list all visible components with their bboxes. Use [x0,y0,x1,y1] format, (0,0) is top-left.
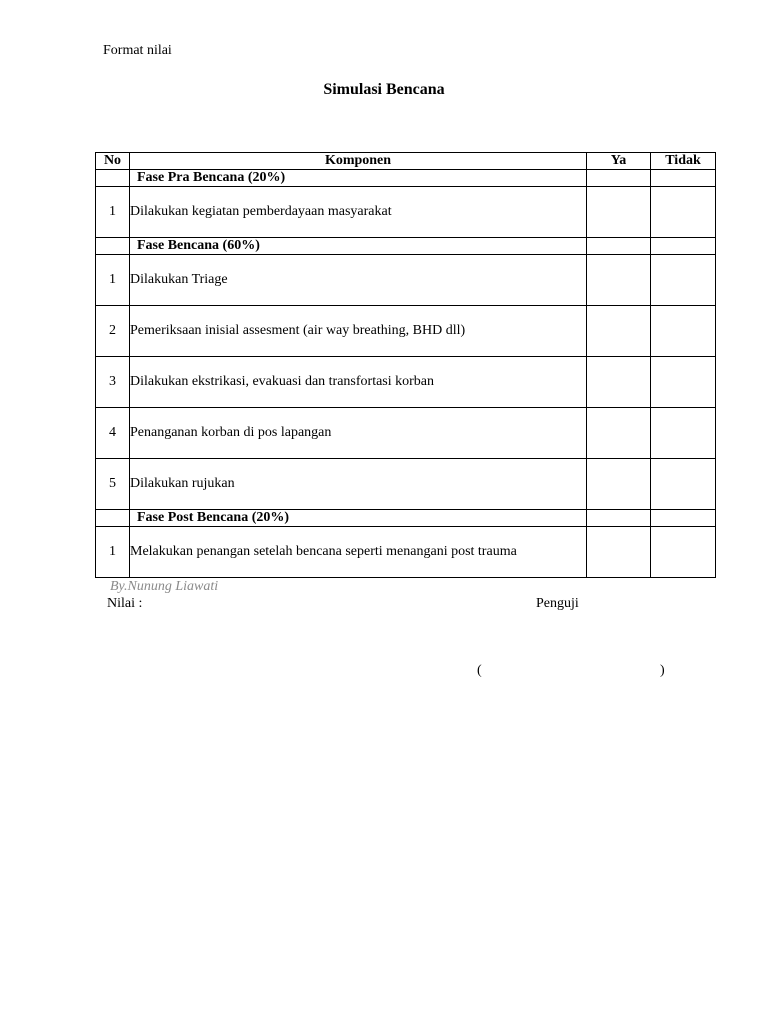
row-number: 1 [96,187,130,238]
tidak-checkbox-cell[interactable] [651,306,716,357]
format-note: Format nilai [103,43,172,58]
section-ya-cell [587,510,651,527]
row-komponen: Melakukan penangan setelah bencana seperti menangani post trauma [130,527,587,578]
header-komponen: Komponen [130,153,587,170]
row-number: 1 [96,527,130,578]
table-row [96,187,716,238]
header-tidak: Tidak [651,153,716,170]
tidak-checkbox-cell[interactable] [651,187,716,238]
ya-checkbox-cell[interactable] [587,306,651,357]
row-komponen: Dilakukan kegiatan pemberdayaan masyarakat [130,187,587,238]
table-row [96,357,716,408]
section-tidak-cell [651,510,716,527]
tidak-checkbox-cell[interactable] [651,408,716,459]
tidak-checkbox-cell[interactable] [651,459,716,510]
table-row [96,306,716,357]
row-number: 4 [96,408,130,459]
section-tidak-cell [651,238,716,255]
nilai-label: Nilai : [107,596,143,611]
ya-checkbox-cell[interactable] [587,527,651,578]
header-no: No [96,153,130,170]
ya-checkbox-cell[interactable] [587,357,651,408]
section-ya-cell [587,170,651,187]
section-row-bencana [96,238,716,255]
section-row-post-bencana [96,510,716,527]
ya-checkbox-cell[interactable] [587,459,651,510]
section-no-cell [96,238,130,255]
table-row [96,459,716,510]
section-no-cell [96,170,130,187]
ya-checkbox-cell[interactable] [587,408,651,459]
table-header-row [96,153,716,170]
tidak-checkbox-cell[interactable] [651,527,716,578]
author-signature: By.Nunung Liawati [110,579,219,594]
tidak-checkbox-cell[interactable] [651,357,716,408]
ya-checkbox-cell[interactable] [587,187,651,238]
table-row [96,408,716,459]
row-number: 3 [96,357,130,408]
penguji-label: Penguji [536,596,579,611]
score-table [95,152,716,578]
row-komponen: Pemeriksaan inisial assesment (air way breathing, BHD dll) [130,306,587,357]
section-ya-cell [587,238,651,255]
ya-checkbox-cell[interactable] [587,255,651,306]
row-number: 5 [96,459,130,510]
row-komponen: Dilakukan ekstrikasi, evakuasi dan transfortasi korban [130,357,587,408]
section-row-pra-bencana [96,170,716,187]
row-komponen: Penanganan korban di pos lapangan [130,408,587,459]
row-komponen: Dilakukan rujukan [130,459,587,510]
section-label: Fase Post Bencana (20%) [130,510,587,527]
row-komponen: Dilakukan Triage [130,255,587,306]
section-no-cell [96,510,130,527]
signature-paren-close: ) [660,663,665,678]
row-number: 2 [96,306,130,357]
table-row [96,527,716,578]
row-number: 1 [96,255,130,306]
signature-paren-open: ( [477,663,482,678]
header-ya: Ya [587,153,651,170]
section-tidak-cell [651,170,716,187]
tidak-checkbox-cell[interactable] [651,255,716,306]
section-label: Fase Bencana (60%) [130,238,587,255]
page-title: Simulasi Bencana [323,81,445,98]
table-row [96,255,716,306]
section-label: Fase Pra Bencana (20%) [130,170,587,187]
